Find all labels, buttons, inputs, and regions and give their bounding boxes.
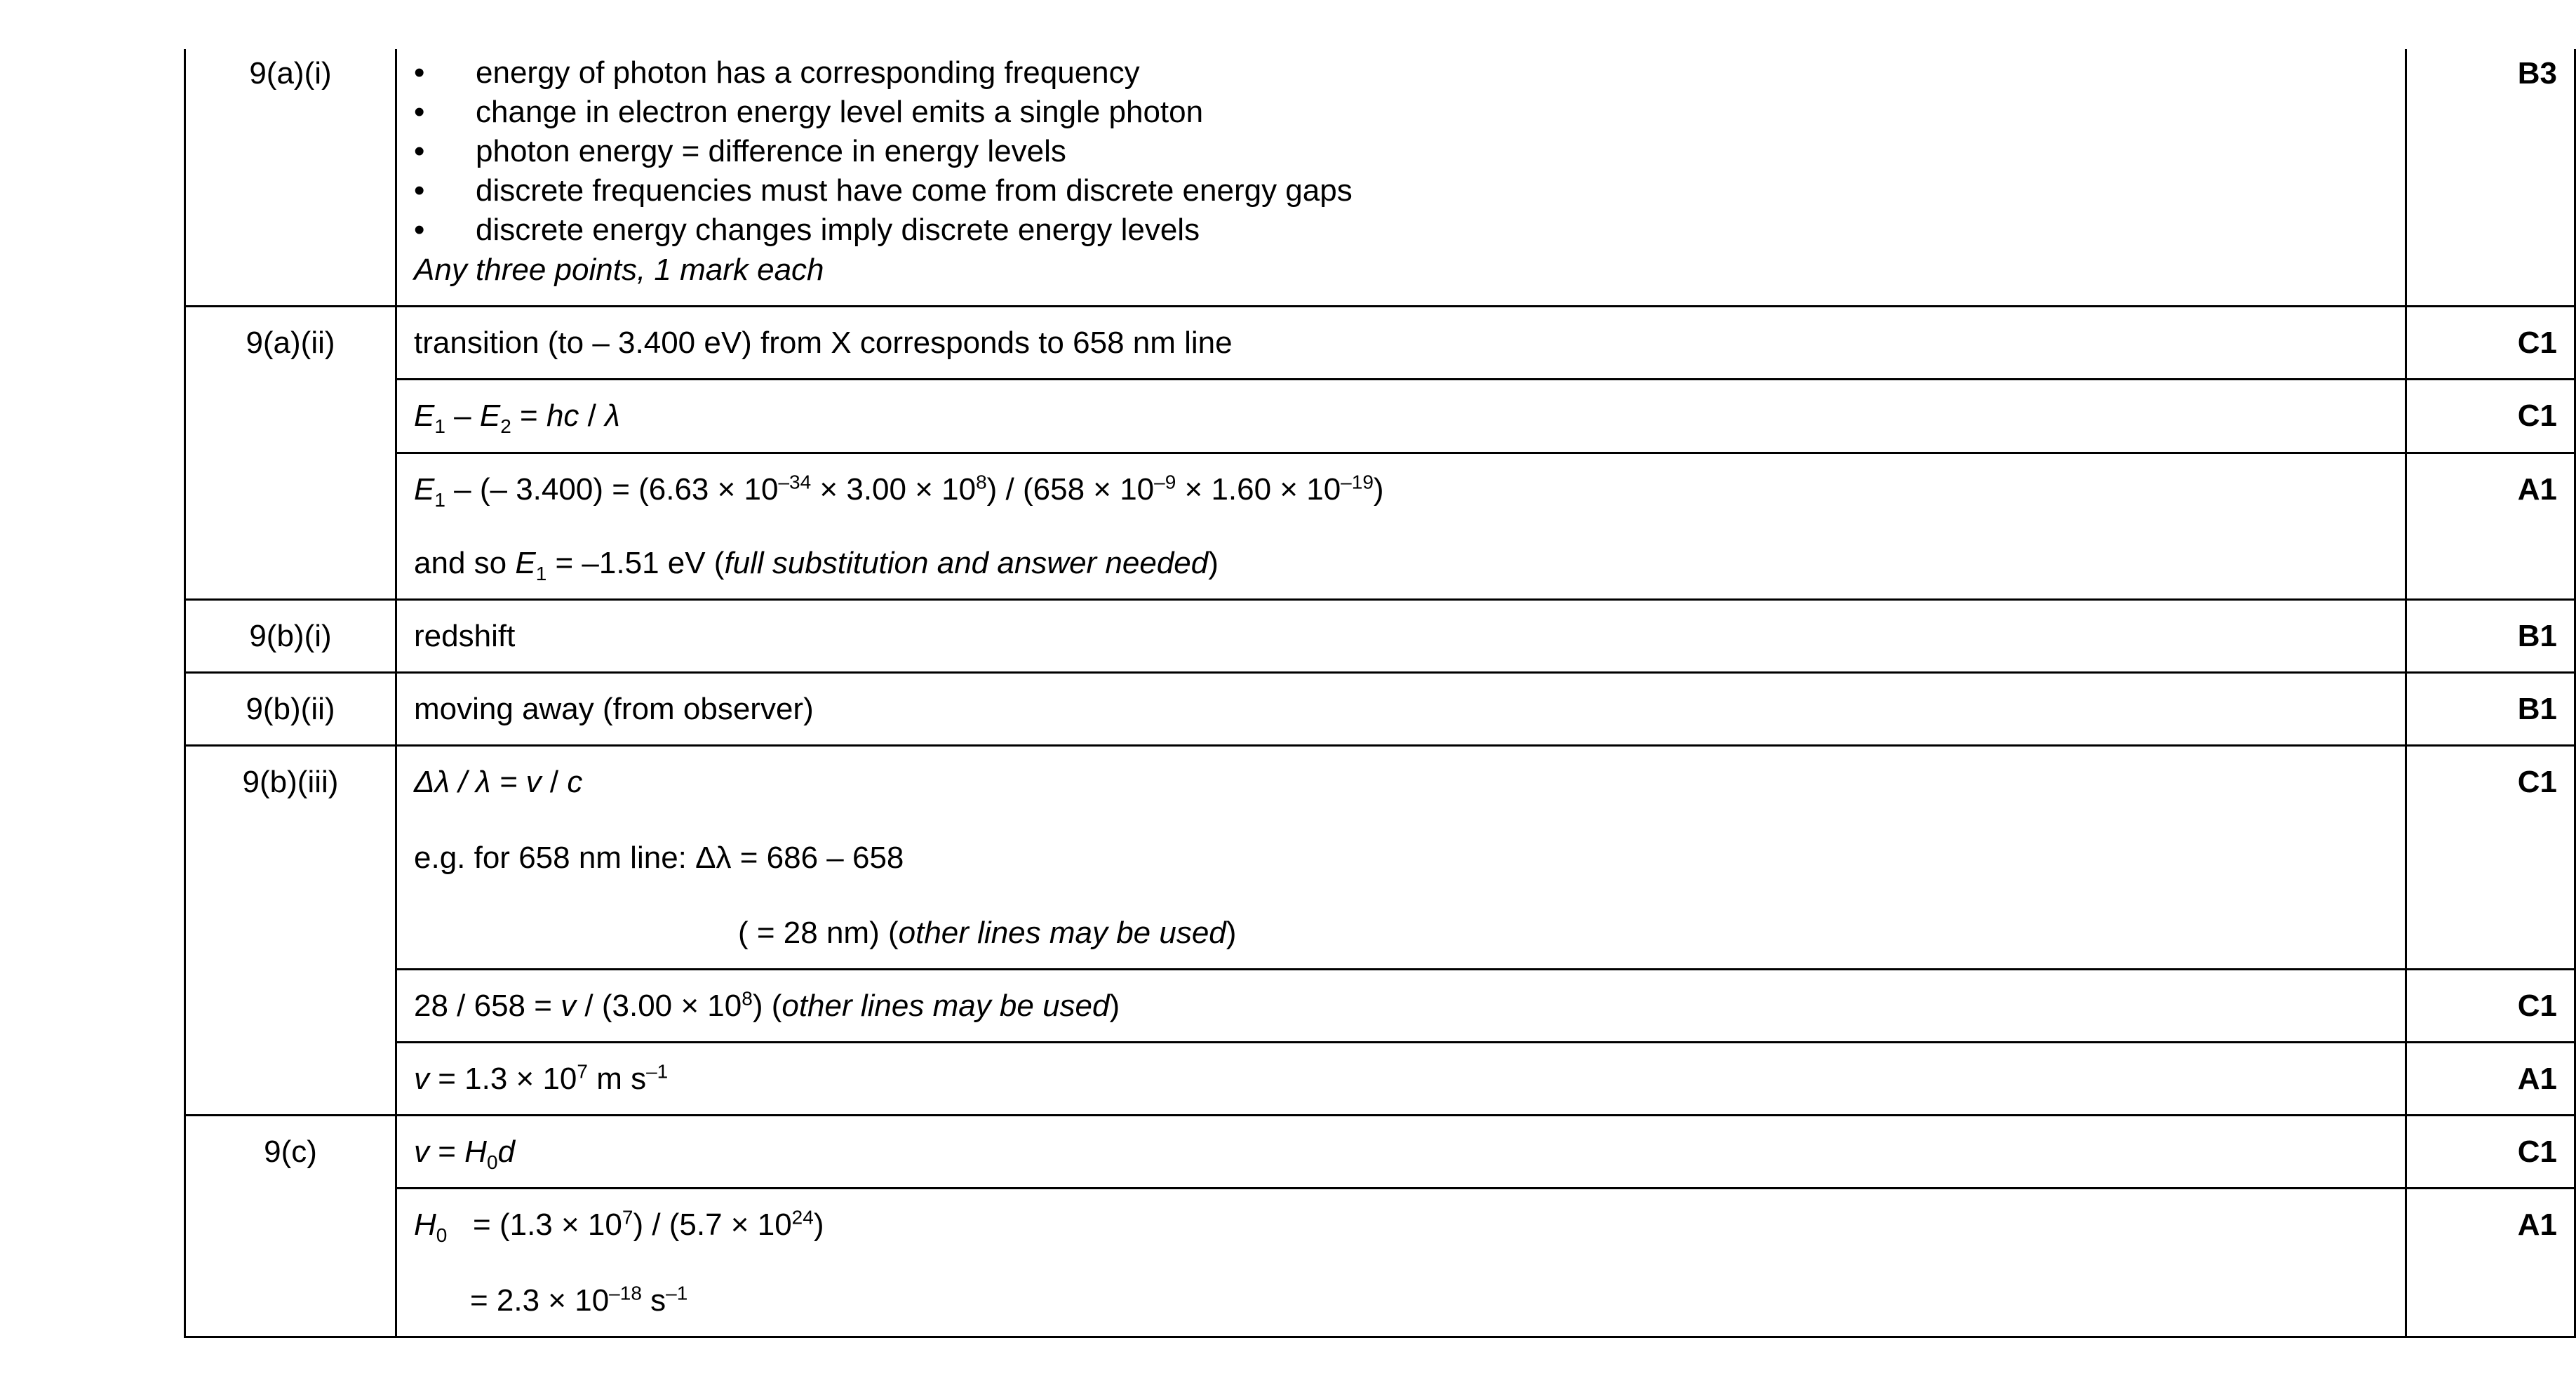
text: / <box>541 765 568 800</box>
question-number: 9(b)(iii) <box>185 746 396 1116</box>
mark-code: B1 <box>2406 673 2575 746</box>
superscript: –34 <box>778 470 812 493</box>
symbol: c <box>567 765 583 800</box>
text: × 3.00 × 10 <box>811 471 977 507</box>
table-row <box>185 599 2575 672</box>
superscript: –19 <box>1341 470 1374 493</box>
mark-code: A1 <box>2406 1189 2575 1337</box>
answer-cell: redshift <box>396 599 2406 672</box>
text: ) / (658 × 10 <box>986 471 1155 507</box>
text: = 1.3 × 10 <box>429 1062 577 1097</box>
equation-line <box>414 762 2388 802</box>
mark-code: B1 <box>2406 599 2575 672</box>
list-item: • change in electron energy level emits a single photon <box>414 93 2388 132</box>
text: = (1.3 × 10 <box>447 1207 622 1243</box>
equation-line <box>414 1205 2388 1245</box>
table-row <box>185 1189 2575 1337</box>
answer-cell <box>396 49 2406 307</box>
table-row <box>185 49 2575 307</box>
text: m s <box>587 1062 647 1097</box>
answer-cell <box>396 746 2406 970</box>
subscript: 1 <box>434 415 445 438</box>
mark-code: A1 <box>2406 453 2575 599</box>
mark-code: C1 <box>2406 380 2575 453</box>
equation-line: e.g. for 658 nm line: Δλ = 686 – 658 <box>414 840 904 875</box>
text: ) ( <box>752 988 782 1023</box>
mark-scheme-table <box>184 49 2576 1338</box>
table-row <box>185 1116 2575 1189</box>
subscript: 2 <box>500 415 511 438</box>
mark-code: C1 <box>2406 746 2575 970</box>
question-number: 9(a)(ii) <box>185 307 396 600</box>
text: ( = 28 nm) ( <box>738 915 899 950</box>
symbol: E <box>414 471 435 507</box>
symbol: v <box>414 1135 429 1170</box>
equation-line <box>414 543 2388 583</box>
equation-line <box>414 1280 2388 1320</box>
symbol: d <box>497 1135 515 1170</box>
answer-cell: $E_1 - E_2$ = hc / λ <box>396 380 2406 453</box>
table-row <box>185 746 2575 970</box>
answer-cell <box>396 1189 2406 1337</box>
text: ) <box>1208 545 1219 580</box>
mark-code: C1 <box>2406 969 2575 1042</box>
question-number: 9(c) <box>185 1116 396 1337</box>
question-number: 9(a)(i) <box>185 49 396 307</box>
marking-note: Any three points, 1 mark each <box>414 253 824 287</box>
table-row <box>185 307 2575 380</box>
symbol: E <box>479 399 501 434</box>
text: ) <box>1109 988 1120 1023</box>
text: = –1.51 eV ( <box>546 545 725 580</box>
text: ) <box>1226 915 1237 950</box>
table-row <box>185 380 2575 453</box>
marking-note: other lines may be used <box>898 915 1226 950</box>
answer-cell <box>396 969 2406 1042</box>
question-number: 9(b)(i) <box>185 599 396 672</box>
text: = 2.3 × 10 <box>470 1283 610 1318</box>
symbol: H <box>464 1135 487 1170</box>
text: / (3.00 × 10 <box>576 988 742 1023</box>
table-row <box>185 969 2575 1042</box>
text: Δλ / λ = <box>414 765 526 800</box>
answer-cell: transition (to – 3.400 eV) from X corresponds to 658 nm line <box>396 307 2406 380</box>
superscript: 8 <box>976 470 987 493</box>
marking-note: other lines may be used <box>781 988 1110 1023</box>
table-row <box>185 1043 2575 1116</box>
answer-cell <box>396 1043 2406 1116</box>
list-item: • discrete energy changes imply discrete energy levels <box>414 210 2388 250</box>
symbol: v <box>414 1062 429 1097</box>
subscript: 1 <box>535 562 547 584</box>
mark-code: A1 <box>2406 1043 2575 1116</box>
superscript: 24 <box>791 1206 814 1229</box>
text: – (– 3.400) = (6.63 × 10 <box>445 471 779 507</box>
mark-code: C1 <box>2406 1116 2575 1189</box>
question-number: 9(b)(ii) <box>185 673 396 746</box>
list-item: • photon energy = difference in energy levels <box>414 132 2388 171</box>
marking-note: full substitution and answer needed <box>724 545 1209 580</box>
answer-cell <box>396 453 2406 599</box>
superscript: –9 <box>1154 470 1176 493</box>
text: s <box>641 1283 666 1318</box>
equation-line <box>414 913 2388 953</box>
superscript: 7 <box>577 1060 588 1083</box>
list-item: • discrete frequencies must have come from discrete energy gaps <box>414 171 2388 210</box>
answer-cell: moving away (from observer) <box>396 673 2406 746</box>
symbol: E <box>515 545 536 580</box>
table-row <box>185 453 2575 599</box>
text: and so <box>414 545 516 580</box>
list-item: • energy of photon has a corresponding frequency <box>414 53 2388 93</box>
text: 28 / 658 = <box>414 988 561 1023</box>
equation-line <box>414 469 2388 509</box>
text: × 1.60 × 10 <box>1176 471 1341 507</box>
superscript: 7 <box>622 1206 633 1229</box>
symbol: v <box>525 765 542 800</box>
subscript: 0 <box>436 1224 448 1247</box>
superscript: –1 <box>646 1060 669 1083</box>
symbol: E <box>414 399 435 434</box>
subscript: 0 <box>486 1151 498 1174</box>
answer-cell <box>396 1116 2406 1189</box>
mark-code: B3 <box>2406 49 2575 307</box>
symbol: λ <box>605 399 620 434</box>
symbol: v <box>561 988 577 1023</box>
superscript: –18 <box>609 1281 642 1304</box>
subscript: 1 <box>434 488 445 511</box>
text: = <box>429 1135 465 1170</box>
text: ) <box>813 1207 824 1243</box>
mark-code: C1 <box>2406 307 2575 380</box>
superscript: 8 <box>742 987 753 1010</box>
bullet-list <box>414 53 2388 250</box>
text: ) / (5.7 × 10 <box>633 1207 792 1243</box>
symbol: H <box>414 1207 436 1243</box>
table-row <box>185 673 2575 746</box>
superscript: –1 <box>666 1281 688 1304</box>
text: ) <box>1373 471 1384 507</box>
symbol: hc <box>546 399 579 434</box>
